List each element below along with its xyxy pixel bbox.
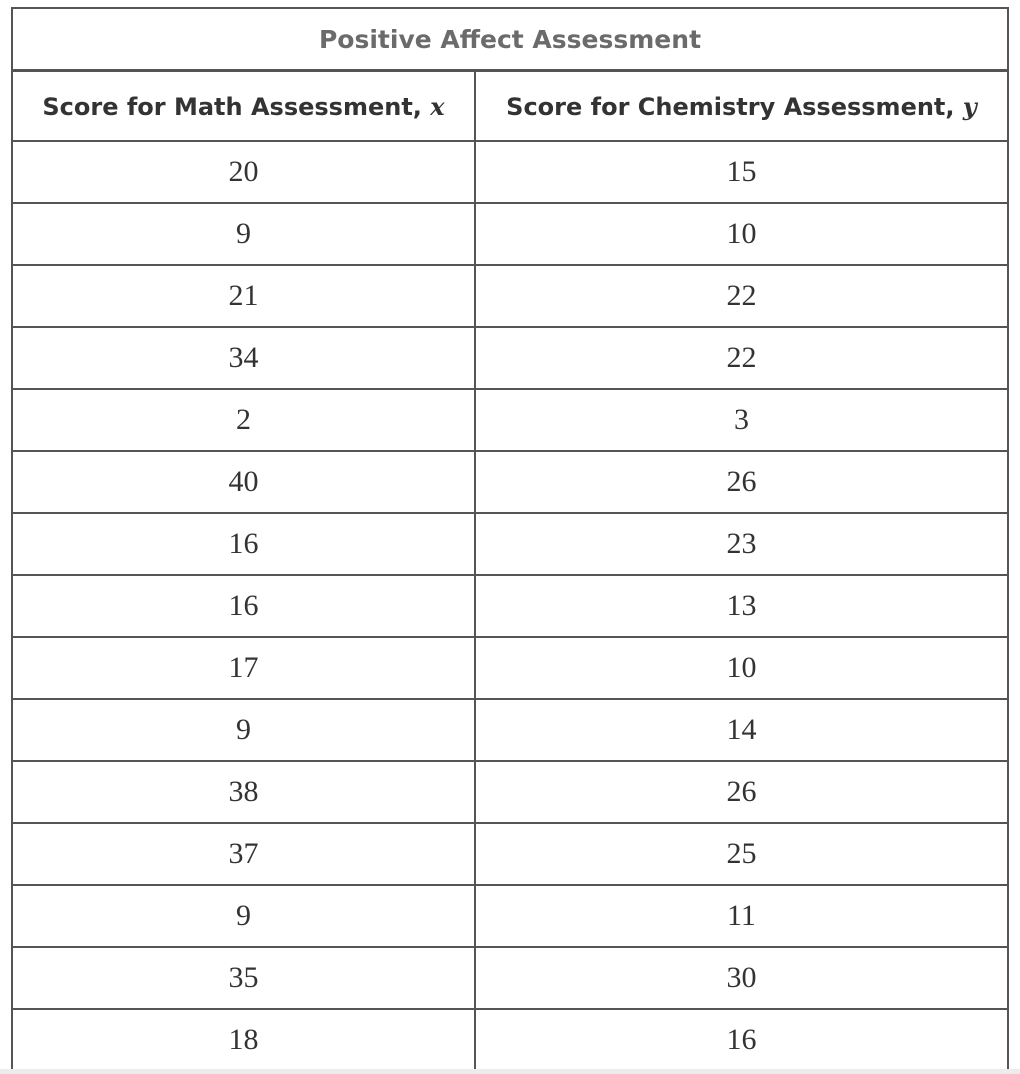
positive-affect-table <box>13 9 1007 1071</box>
page-bottom-edge <box>0 1069 1020 1074</box>
chemistry-score-cell: 26 <box>475 761 1007 823</box>
table-row <box>13 947 1007 1009</box>
math-score-cell: 16 <box>13 513 475 575</box>
math-score-cell: 35 <box>13 947 475 1009</box>
table-row <box>13 327 1007 389</box>
caption-row <box>13 9 1007 71</box>
math-score-cell: 9 <box>13 885 475 947</box>
table-row <box>13 885 1007 947</box>
math-score-cell: 16 <box>13 575 475 637</box>
header-row <box>13 71 1007 142</box>
chemistry-score-cell: 10 <box>475 203 1007 265</box>
table-row <box>13 389 1007 451</box>
math-score-cell: 9 <box>13 699 475 761</box>
math-score-cell: 38 <box>13 761 475 823</box>
header-math-variable: x <box>430 91 445 121</box>
header-chemistry-variable: y <box>962 91 977 121</box>
table-row <box>13 575 1007 637</box>
table-caption: Positive Affect Assessment <box>13 9 1007 71</box>
math-score-cell: 21 <box>13 265 475 327</box>
math-score-cell: 9 <box>13 203 475 265</box>
chemistry-score-cell: 23 <box>475 513 1007 575</box>
math-score-cell: 2 <box>13 389 475 451</box>
math-score-cell: 40 <box>13 451 475 513</box>
chemistry-score-cell: 26 <box>475 451 1007 513</box>
chemistry-score-cell: 14 <box>475 699 1007 761</box>
table-row <box>13 637 1007 699</box>
header-math-label: Score for Math Assessment, <box>42 92 431 121</box>
math-score-cell: 18 <box>13 1009 475 1071</box>
chemistry-score-cell: 13 <box>475 575 1007 637</box>
table-row <box>13 823 1007 885</box>
math-score-cell: 17 <box>13 637 475 699</box>
chemistry-score-cell: 10 <box>475 637 1007 699</box>
math-score-cell: 37 <box>13 823 475 885</box>
table-row <box>13 699 1007 761</box>
chemistry-score-cell: 30 <box>475 947 1007 1009</box>
chemistry-score-cell: 25 <box>475 823 1007 885</box>
chemistry-score-cell: 15 <box>475 141 1007 203</box>
header-chemistry-score <box>475 71 1007 142</box>
math-score-cell: 20 <box>13 141 475 203</box>
table-row <box>13 1009 1007 1071</box>
table-row <box>13 451 1007 513</box>
header-chemistry-label: Score for Chemistry Assessment, <box>506 92 963 121</box>
chemistry-score-cell: 22 <box>475 327 1007 389</box>
data-table-container <box>11 7 1009 1071</box>
chemistry-score-cell: 22 <box>475 265 1007 327</box>
math-score-cell: 34 <box>13 327 475 389</box>
table-row <box>13 761 1007 823</box>
table-row <box>13 513 1007 575</box>
table-row <box>13 265 1007 327</box>
chemistry-score-cell: 16 <box>475 1009 1007 1071</box>
table-row <box>13 141 1007 203</box>
header-math-score <box>13 71 475 142</box>
table-row <box>13 203 1007 265</box>
chemistry-score-cell: 11 <box>475 885 1007 947</box>
chemistry-score-cell: 3 <box>475 389 1007 451</box>
